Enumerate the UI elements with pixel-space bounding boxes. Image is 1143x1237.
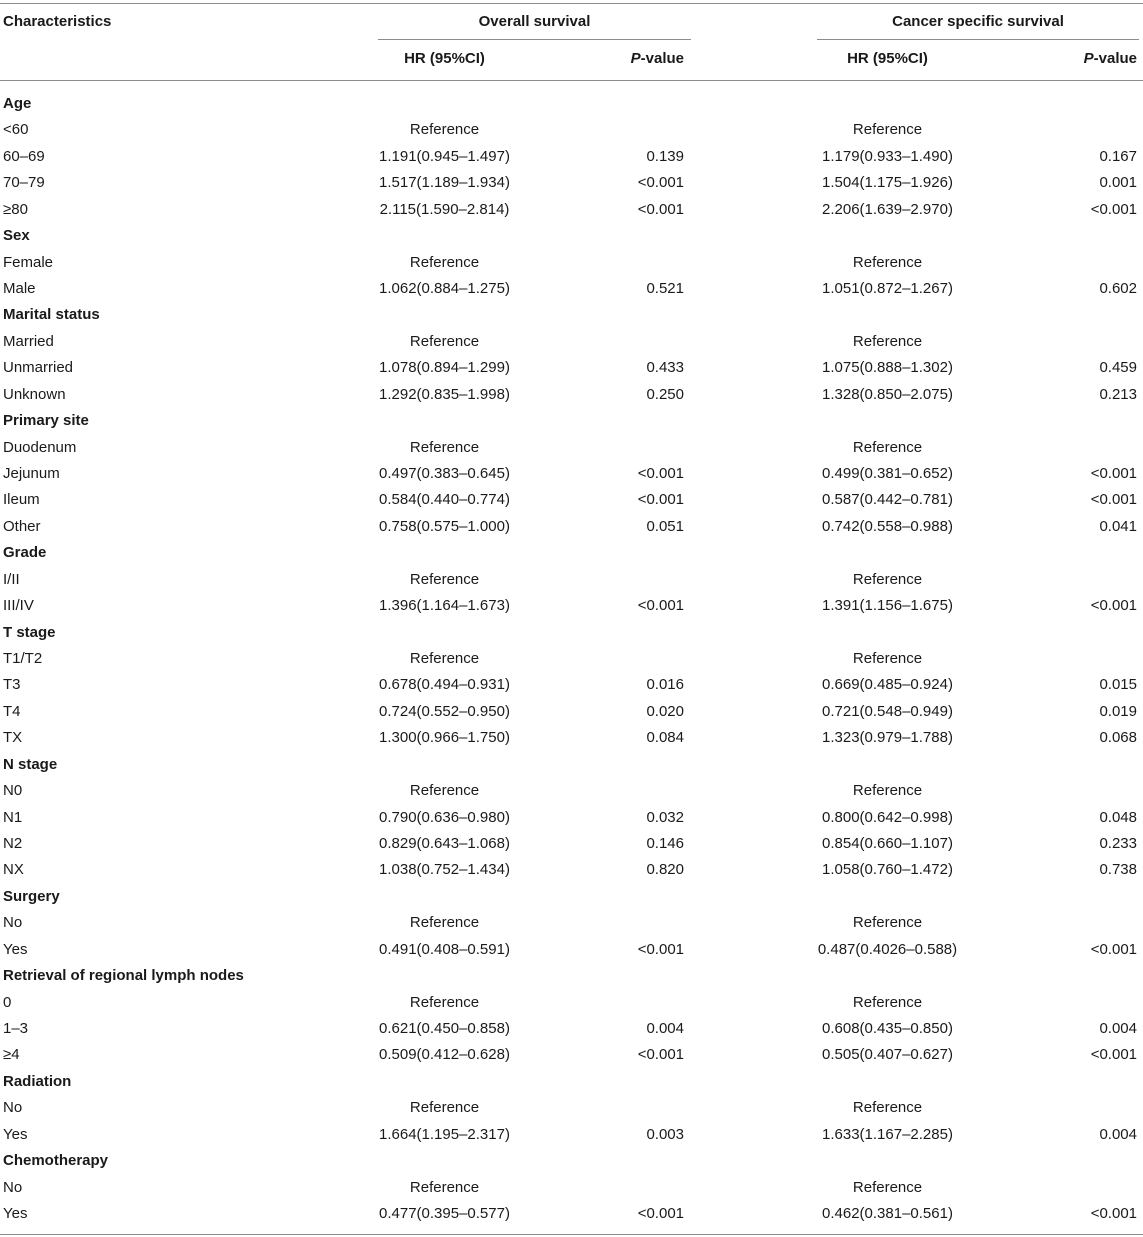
- css-pvalue-cell: <0.001: [1090, 491, 1137, 508]
- css-hr-cell: 0.854(0.660–1.107): [822, 835, 953, 852]
- os-pvalue-cell: 0.139: [646, 148, 684, 165]
- os-hr-cell: 0.491(0.408–0.591): [379, 941, 510, 958]
- css-pvalue-cell: 0.213: [1099, 386, 1137, 403]
- os-hr-cell: Reference: [409, 439, 480, 456]
- css-pvalue-cell: 0.001: [1099, 174, 1137, 191]
- css-hr-cell: 0.669(0.485–0.924): [822, 676, 953, 693]
- os-pvalue-cell: 0.820: [646, 861, 684, 878]
- css-hr-cell: Reference: [852, 994, 923, 1011]
- os-hr-cell: Reference: [409, 571, 480, 588]
- css-hr-cell: 0.505(0.407–0.627): [822, 1046, 953, 1063]
- row-label: No: [3, 1099, 23, 1116]
- os-pvalue-cell: <0.001: [637, 174, 684, 191]
- os-hr-cell: 0.724(0.552–0.950): [379, 703, 510, 720]
- os-hr-cell: 2.115(1.590–2.814): [379, 201, 510, 218]
- css-pvalue-cell: <0.001: [1090, 941, 1137, 958]
- css-hr-cell: 1.504(1.175–1.926): [822, 174, 953, 191]
- group-heading: Age: [3, 95, 32, 112]
- os-pvalue-cell: <0.001: [637, 597, 684, 614]
- header-characteristics: Characteristics: [3, 13, 112, 30]
- os-hr-cell: 1.191(0.945–1.497): [379, 148, 510, 165]
- row-label: Ileum: [3, 491, 40, 508]
- os-hr-cell: 0.509(0.412–0.628): [379, 1046, 510, 1063]
- os-hr-cell: Reference: [409, 914, 480, 931]
- group-heading: Retrieval of regional lymph nodes: [3, 967, 244, 984]
- row-label: Other: [3, 518, 41, 535]
- group-heading: T stage: [3, 624, 56, 641]
- css-pvalue-cell: <0.001: [1090, 597, 1137, 614]
- row-label: Yes: [3, 941, 28, 958]
- os-hr-cell: 0.477(0.395–0.577): [379, 1205, 510, 1222]
- os-pvalue-cell: 0.016: [646, 676, 684, 693]
- os-hr-cell: Reference: [409, 121, 480, 138]
- os-hr-cell: 0.790(0.636–0.980): [379, 809, 510, 826]
- row-label: N0: [3, 782, 23, 799]
- css-hr-cell: Reference: [852, 439, 923, 456]
- row-label: Unknown: [3, 386, 66, 403]
- os-pvalue-cell: 0.146: [646, 835, 684, 852]
- row-label: Duodenum: [3, 439, 77, 456]
- os-pvalue-cell: 0.003: [646, 1126, 684, 1143]
- os-hr-cell: 0.621(0.450–0.858): [379, 1020, 510, 1037]
- css-hr-cell: 0.721(0.548–0.949): [822, 703, 953, 720]
- header-css-pvalue: P-value: [1083, 50, 1137, 67]
- os-hr-cell: 0.829(0.643–1.068): [379, 835, 510, 852]
- css-hr-cell: Reference: [852, 782, 923, 799]
- row-label: I/II: [3, 571, 20, 588]
- css-pvalue-cell: 0.015: [1099, 676, 1137, 693]
- css-pvalue-cell: 0.041: [1099, 518, 1137, 535]
- os-pvalue-cell: <0.001: [637, 465, 684, 482]
- css-pvalue-cell: <0.001: [1090, 1205, 1137, 1222]
- group-heading: Surgery: [3, 888, 60, 905]
- css-hr-cell: 1.075(0.888–1.302): [822, 359, 953, 376]
- row-label: Male: [3, 280, 36, 297]
- os-pvalue-cell: 0.521: [646, 280, 684, 297]
- os-pvalue-cell: 0.020: [646, 703, 684, 720]
- css-hr-cell: 0.742(0.558–0.988): [822, 518, 953, 535]
- os-hr-cell: 1.062(0.884–1.275): [379, 280, 510, 297]
- row-label: No: [3, 1179, 23, 1196]
- row-label: 60–69: [3, 148, 45, 165]
- row-label: TX: [3, 729, 23, 746]
- css-hr-cell: 1.633(1.167–2.285): [822, 1126, 953, 1143]
- os-pvalue-cell: 0.433: [646, 359, 684, 376]
- group-heading: Radiation: [3, 1073, 72, 1090]
- css-hr-cell: Reference: [852, 1179, 923, 1196]
- os-hr-cell: 1.292(0.835–1.998): [379, 386, 510, 403]
- css-hr-cell: Reference: [852, 571, 923, 588]
- os-hr-cell: 0.678(0.494–0.931): [379, 676, 510, 693]
- css-hr-cell: 0.462(0.381–0.561): [822, 1205, 953, 1222]
- os-hr-cell: Reference: [409, 333, 480, 350]
- os-pvalue-cell: 0.084: [646, 729, 684, 746]
- row-label: 1–3: [3, 1020, 29, 1037]
- css-pvalue-cell: 0.019: [1099, 703, 1137, 720]
- row-label: <60: [3, 121, 29, 138]
- os-hr-cell: Reference: [409, 650, 480, 667]
- css-hr-cell: 0.499(0.381–0.652): [822, 465, 953, 482]
- os-hr-cell: Reference: [409, 254, 480, 271]
- os-hr-cell: 0.497(0.383–0.645): [379, 465, 510, 482]
- group-heading: Grade: [3, 544, 47, 561]
- os-hr-cell: 1.517(1.189–1.934): [379, 174, 510, 191]
- row-label: ≥4: [3, 1046, 20, 1063]
- row-label: N2: [3, 835, 23, 852]
- css-pvalue-cell: 0.004: [1099, 1020, 1137, 1037]
- row-label: 0: [3, 994, 12, 1011]
- os-pvalue-cell: 0.032: [646, 809, 684, 826]
- os-hr-cell: Reference: [409, 1179, 480, 1196]
- os-pvalue-cell: 0.004: [646, 1020, 684, 1037]
- css-pvalue-cell: <0.001: [1090, 465, 1137, 482]
- css-pvalue-cell: 0.068: [1099, 729, 1137, 746]
- group-heading: Marital status: [3, 306, 100, 323]
- css-pvalue-cell: 0.048: [1099, 809, 1137, 826]
- row-label: Jejunum: [3, 465, 60, 482]
- css-pvalue-cell: 0.004: [1099, 1126, 1137, 1143]
- css-pvalue-cell: 0.167: [1099, 148, 1137, 165]
- css-pvalue-cell: <0.001: [1090, 1046, 1137, 1063]
- header-os-hr: HR (95%CI): [404, 50, 485, 67]
- os-pvalue-cell: <0.001: [637, 201, 684, 218]
- header-cancer-specific-survival: Cancer specific survival: [892, 13, 1064, 30]
- os-pvalue-cell: <0.001: [637, 1046, 684, 1063]
- cancer-specific-survival-underline: [817, 39, 1139, 40]
- header-os-pvalue: P-value: [630, 50, 684, 67]
- css-pvalue-cell: 0.233: [1099, 835, 1137, 852]
- os-hr-cell: 1.038(0.752–1.434): [379, 861, 510, 878]
- os-hr-cell: 1.078(0.894–1.299): [379, 359, 510, 376]
- row-label: III/IV: [3, 597, 34, 614]
- css-pvalue-cell: 0.602: [1099, 280, 1137, 297]
- row-label: N1: [3, 809, 23, 826]
- row-label: Yes: [3, 1126, 28, 1143]
- row-label: Married: [3, 333, 54, 350]
- css-pvalue-cell: 0.459: [1099, 359, 1137, 376]
- group-heading: Primary site: [3, 412, 89, 429]
- css-hr-cell: 0.587(0.442–0.781): [822, 491, 953, 508]
- os-pvalue-cell: 0.051: [646, 518, 684, 535]
- css-hr-cell: 2.206(1.639–2.970): [822, 201, 953, 218]
- os-hr-cell: Reference: [409, 994, 480, 1011]
- os-hr-cell: 1.300(0.966–1.750): [379, 729, 510, 746]
- css-hr-cell: 1.051(0.872–1.267): [822, 280, 953, 297]
- css-hr-cell: Reference: [852, 1099, 923, 1116]
- header-overall-survival: Overall survival: [478, 13, 591, 30]
- os-hr-cell: 0.584(0.440–0.774): [379, 491, 510, 508]
- overall-survival-underline: [378, 39, 691, 40]
- css-hr-cell: 1.179(0.933–1.490): [822, 148, 953, 165]
- row-label: 70–79: [3, 174, 45, 191]
- css-hr-cell: 0.608(0.435–0.850): [822, 1020, 953, 1037]
- header-css-hr: HR (95%CI): [847, 50, 928, 67]
- css-hr-cell: Reference: [852, 254, 923, 271]
- row-label: ≥80: [3, 201, 28, 218]
- css-pvalue-cell: <0.001: [1090, 201, 1137, 218]
- css-hr-cell: 1.323(0.979–1.788): [822, 729, 953, 746]
- row-label: No: [3, 914, 23, 931]
- group-heading: Chemotherapy: [3, 1152, 109, 1169]
- css-hr-cell: Reference: [852, 121, 923, 138]
- css-hr-cell: 0.487(0.4026–0.588): [817, 941, 958, 958]
- row-label: Unmarried: [3, 359, 74, 376]
- row-label: T1/T2: [3, 650, 43, 667]
- css-hr-cell: 0.800(0.642–0.998): [822, 809, 953, 826]
- os-hr-cell: 0.758(0.575–1.000): [379, 518, 510, 535]
- row-label: NX: [3, 861, 24, 878]
- group-heading: Sex: [3, 227, 30, 244]
- row-label: Female: [3, 254, 54, 271]
- os-hr-cell: 1.664(1.195–2.317): [379, 1126, 510, 1143]
- css-hr-cell: Reference: [852, 333, 923, 350]
- header-bottom-rule: [0, 80, 1143, 81]
- row-label: Yes: [3, 1205, 28, 1222]
- css-hr-cell: 1.328(0.850–2.075): [822, 386, 953, 403]
- os-pvalue-cell: <0.001: [637, 491, 684, 508]
- css-pvalue-cell: 0.738: [1099, 861, 1137, 878]
- row-label: T3: [3, 676, 21, 693]
- css-hr-cell: 1.391(1.156–1.675): [822, 597, 953, 614]
- os-pvalue-cell: <0.001: [637, 941, 684, 958]
- css-hr-cell: Reference: [852, 914, 923, 931]
- table-top-rule: [0, 3, 1143, 4]
- group-heading: N stage: [3, 756, 58, 773]
- os-pvalue-cell: 0.250: [646, 386, 684, 403]
- css-hr-cell: Reference: [852, 650, 923, 667]
- os-hr-cell: Reference: [409, 1099, 480, 1116]
- table-bottom-rule: [0, 1234, 1143, 1235]
- row-label: T4: [3, 703, 21, 720]
- os-hr-cell: 1.396(1.164–1.673): [379, 597, 510, 614]
- css-hr-cell: 1.058(0.760–1.472): [822, 861, 953, 878]
- os-hr-cell: Reference: [409, 782, 480, 799]
- os-pvalue-cell: <0.001: [637, 1205, 684, 1222]
